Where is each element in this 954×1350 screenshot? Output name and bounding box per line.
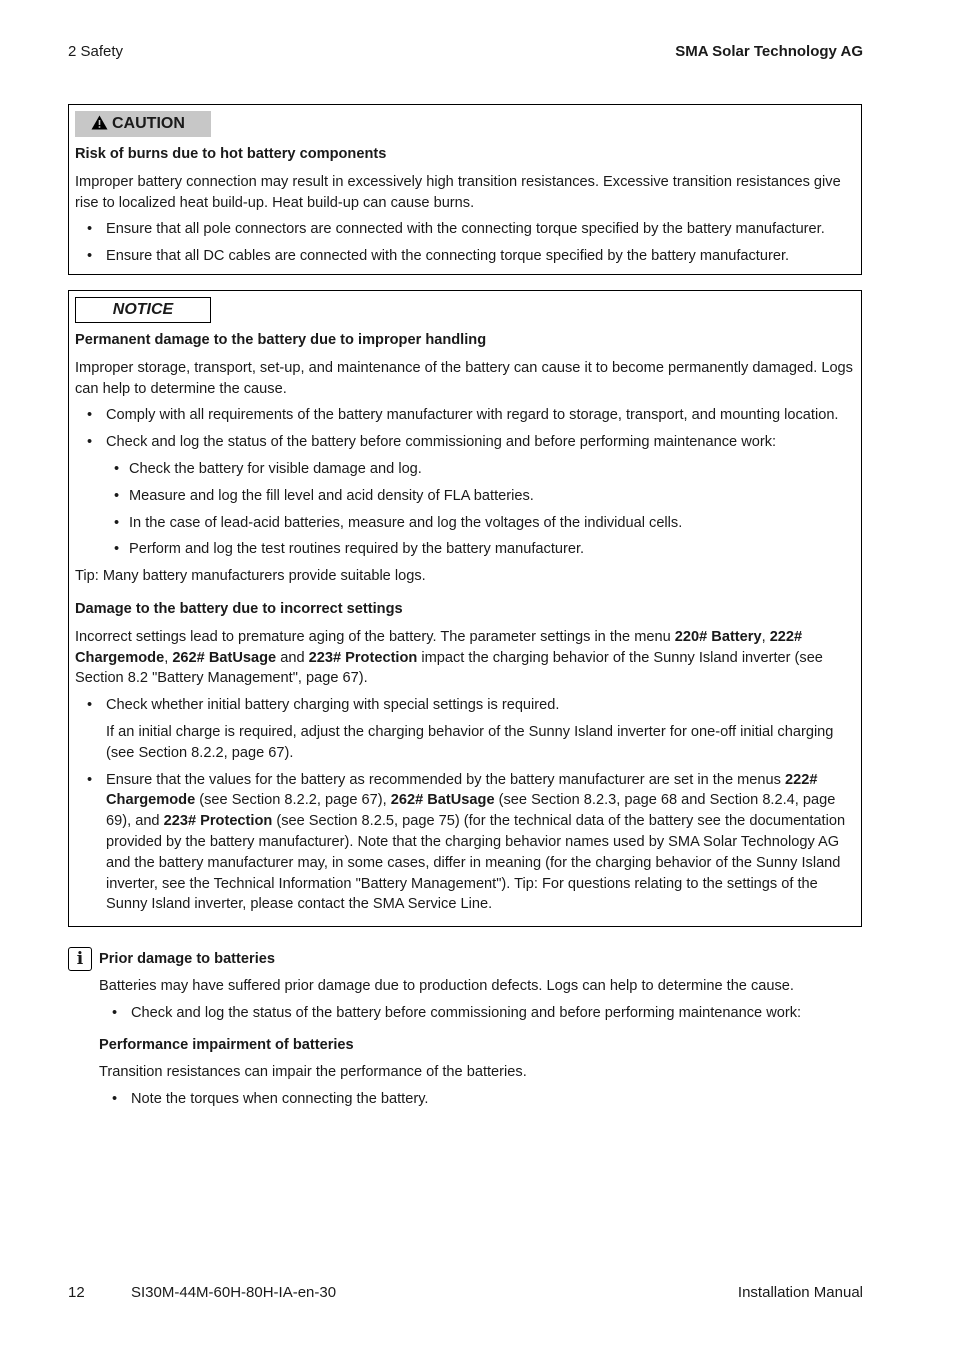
text-run: , [164,649,173,666]
notice-text-settings [75,627,855,689]
notice-tip: Tip: Many battery manufacturers provide suitable logs. [75,568,426,585]
text-run: (see Section 8.2.2, page 67), [195,792,391,809]
menu-name: 220# Battery [674,628,762,645]
menu-name: 222# Chargemode [75,628,803,666]
text-run: and [276,649,309,666]
list-item: • Check the battery for visible damage and log. [75,459,855,480]
document-id: SI30M-44M-60H-80H-IA-en-30 [131,1284,337,1301]
company-name: SMA Solar Technology AG [675,43,863,60]
list-item: • In the case of lead-acid batteries, measure and log the voltages of the individual cells. [75,513,855,534]
info-title-performance: Performance impairment of batteries [99,1037,354,1054]
manual-type: Installation Manual [737,1284,863,1301]
caution-box [68,104,862,275]
caution-text: Improper battery connection may result in excessively high transition resistances. Excessive transition resistances give rise to localized heat build-up. Heat build-up can cause burns. [75,173,841,211]
list-item: • Measure and log the fill level and acid density of FLA batteries. [75,486,855,507]
caution-label: CAUTION [112,115,185,132]
menu-name: 222# Chargemode [106,771,818,809]
list-item-continuation: If an initial charge is required, adjust the charging behavior of the Sunny Island inverter for one-off initial charging (see Section 8.2.2, page 67). [106,723,834,761]
info-text-performance: Transition resistances can impair the performance of the batteries. [99,1064,527,1081]
info-title-prior-damage: Prior damage to batteries [99,951,275,967]
caution-badge [75,111,211,137]
page-footer [68,1283,863,1305]
notice-list-settings [75,695,855,716]
list-item: • Ensure that all pole connectors are connected with the connecting torque specified by the battery manufacturer. [75,219,855,240]
notice-sublist [75,459,855,560]
info-list-prior-damage [99,1003,862,1024]
notice-text-handling: Improper storage, transport, set-up, and maintenance of the battery can cause it to become permanently damaged. Logs can help to determine the cause. [75,359,853,397]
notice-badge: NOTICE [75,297,211,323]
info-body [99,949,862,1110]
info-icon: i [68,947,92,971]
list-item: • Check and log the status of the battery before commissioning and before performing maintenance work: [75,432,855,453]
text-run: , [761,628,770,645]
notice-box [68,290,862,927]
warning-triangle-icon [91,113,108,139]
notice-list-settings-2 [75,770,855,916]
list-item: • Note the torques when connecting the battery. [99,1089,862,1110]
list-item: • Comply with all requirements of the battery manufacturer with regard to storage, transport, and mounting location. [75,405,855,426]
text-run: Ensure that the values for the battery as recommended by the battery manufacturer are set in the menus [106,771,785,788]
menu-name: 262# BatUsage [172,649,277,666]
page-number: 12 [68,1284,85,1301]
list-item: • Perform and log the test routines required by the battery manufacturer. [75,539,855,560]
list-item: • Check whether initial battery charging with special settings is required. [75,695,855,716]
text-run: Incorrect settings lead to premature aging of the battery. The parameter settings in the menu [75,628,675,645]
caution-title: Risk of burns due to hot battery components [75,146,387,162]
list-item: • Ensure that all DC cables are connected with the connecting torque specified by the battery manufacturer. [75,246,855,267]
info-list-performance [99,1089,862,1110]
page-header [68,42,863,64]
text-run: impact the charging behavior of the Sunny Island inverter (see Section 8.2 "Battery Management", page 67). [75,649,823,687]
text-run: (see Section 8.2.5, page 75) (for the technical data of the battery see the documentation provided by the battery manufacturer). Note that the charging behavior names used by SMA Solar Technology AG and the battery manufacturer may, in some cases, differ in meaning (for the charging behavior of the Sunny Island inverter, see the Technical Information "Battery Management"). Tip: For questions relating to the settings of the Sunny Island inverter, please contact the SMA Service Line. [106,813,846,913]
notice-title-settings: Damage to the battery due to incorrect settings [75,600,403,617]
menu-name: 223# Protection [308,649,418,666]
section-label: 2 Safety [68,43,124,60]
info-text-prior-damage: Batteries may have suffered prior damage due to production defects. Logs can help to determine the cause. [99,977,794,994]
notice-title-handling: Permanent damage to the battery due to improper handling [75,332,487,348]
notice-list-handling [75,405,855,453]
info-section [68,946,862,1110]
caution-list [75,219,855,267]
menu-name: 262# BatUsage [390,792,495,809]
menu-name: 223# Protection [163,813,273,830]
text-run: (see Section 8.2.3, page 68 and Section 8.2.4, page 69), and [106,792,836,830]
list-item [75,770,855,916]
list-item: • Check and log the status of the battery before commissioning and before performing maintenance work: [99,1003,862,1024]
